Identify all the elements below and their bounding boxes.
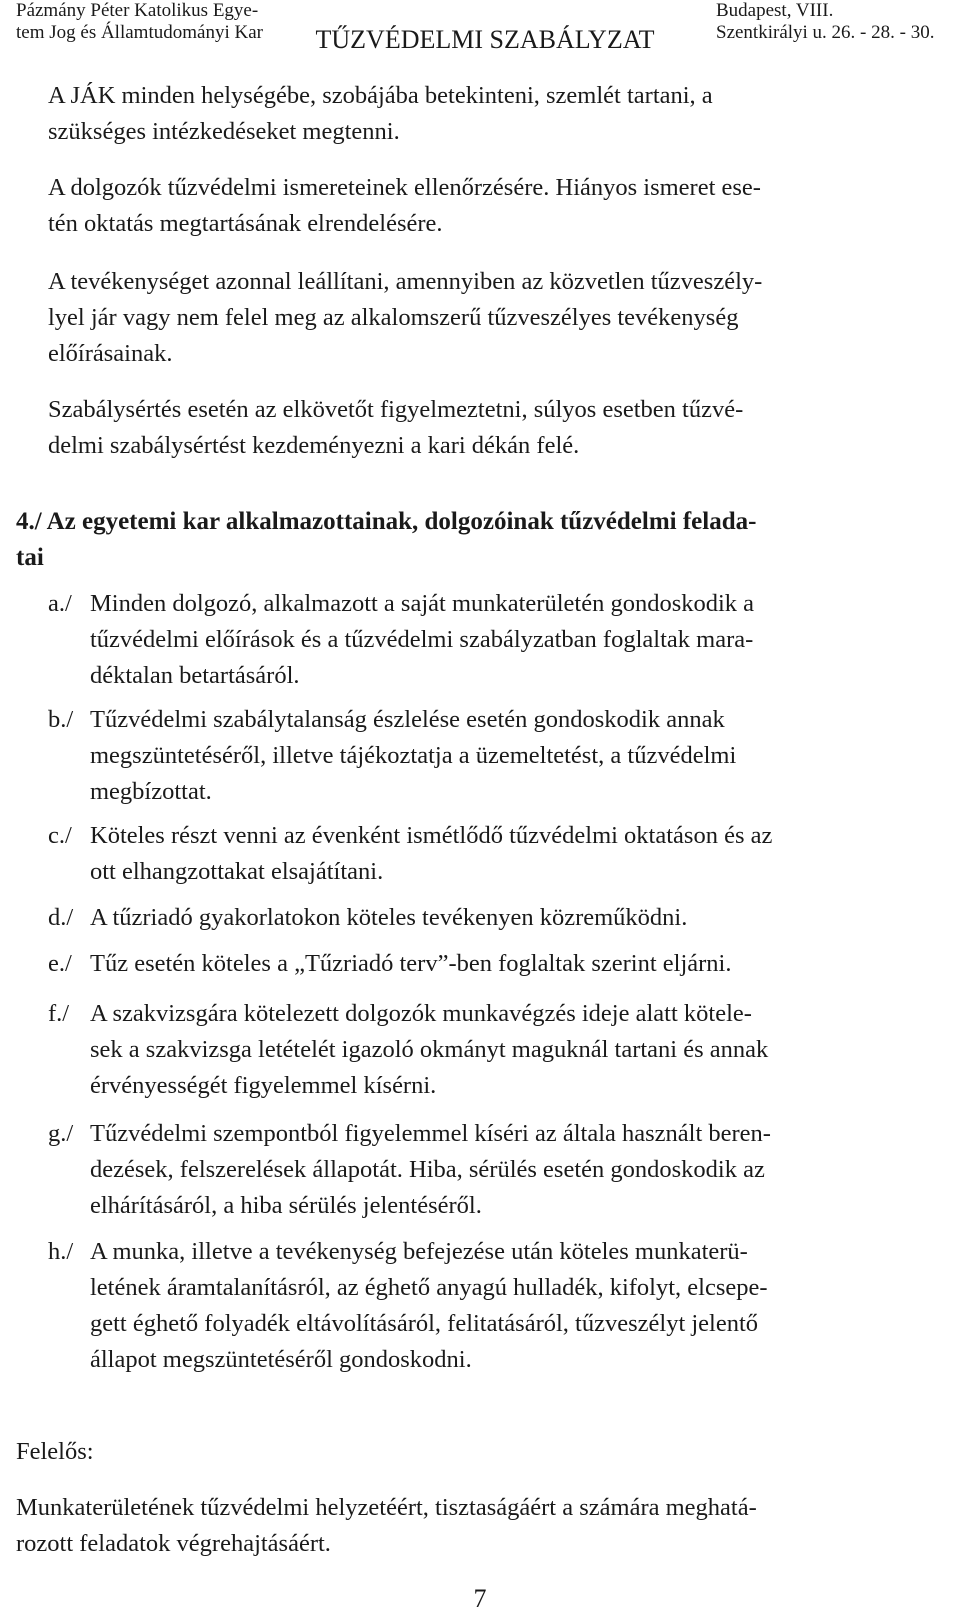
responsible-text bbox=[16, 1490, 936, 1562]
item-label: h./ bbox=[48, 1238, 74, 1265]
page-header bbox=[0, 0, 960, 54]
item-text bbox=[90, 818, 936, 890]
text-line: állapot megszüntetéséről gondoskodni. bbox=[90, 1346, 472, 1373]
text-line: tén oktatás megtartásának elrendelésére. bbox=[48, 210, 443, 237]
item-text bbox=[90, 1116, 936, 1224]
text-line: Tűzvédelmi szabálytalanság észlelése esetén gondoskodik annak bbox=[90, 706, 725, 733]
header-address-line: Budapest, VIII. bbox=[716, 0, 834, 21]
text-line: megszüntetéséről, illetve tájékoztatja a üzemeltetést, a tűzvédelmi bbox=[90, 742, 737, 769]
text-line: lyel jár vagy nem felel meg az alkalomszerű tűzveszélyes tevékenység bbox=[48, 304, 739, 331]
text-line: A tűzriadó gyakorlatokon köteles tevékenyen közreműködni. bbox=[90, 904, 688, 931]
text-line: sek a szakvizsga letételét igazoló okmányt maguknál tartani és annak bbox=[90, 1036, 769, 1063]
text-line: A JÁK minden helységébe, szobájába betekinteni, szemlét tartani, a bbox=[48, 82, 713, 109]
heading-line: tai bbox=[16, 544, 44, 571]
text-line: déktalan betartásáról. bbox=[90, 662, 300, 689]
item-label: e./ bbox=[48, 950, 72, 977]
paragraph bbox=[48, 78, 934, 150]
item-text bbox=[90, 702, 936, 810]
item-text bbox=[90, 1234, 936, 1378]
item-label: a./ bbox=[48, 590, 72, 617]
text-line: A dolgozók tűzvédelmi ismereteinek ellenőrzésére. Hiányos ismeret ese- bbox=[48, 174, 761, 201]
paragraph bbox=[48, 264, 934, 372]
text-line: Szabálysértés esetén az elkövetőt figyelmeztetni, súlyos esetben tűzvé- bbox=[48, 396, 744, 423]
text-line: Tűzvédelmi szempontból figyelemmel kíséri az általa használt beren- bbox=[90, 1120, 771, 1147]
item-text bbox=[90, 900, 936, 936]
item-label: d./ bbox=[48, 904, 74, 931]
text-line: ott elhangzottakat elsajátítani. bbox=[90, 858, 384, 885]
item-text bbox=[90, 946, 936, 982]
header-address bbox=[716, 0, 934, 44]
text-line: A tevékenységet azonnal leállítani, amennyiben az közvetlen tűzveszély- bbox=[48, 268, 763, 295]
header-institution-line: Pázmány Péter Katolikus Egye- bbox=[16, 0, 259, 21]
item-label: b./ bbox=[48, 706, 74, 733]
text-line: tűzvédelmi előírások és a tűzvédelmi szabályzatban foglaltak mara- bbox=[90, 626, 754, 653]
paragraph bbox=[48, 170, 934, 242]
page-number: 7 bbox=[473, 1584, 487, 1613]
text-line: A szakvizsgára kötelezett dolgozók munkavégzés ideje alatt kötele- bbox=[90, 1000, 752, 1027]
item-text bbox=[90, 586, 936, 694]
paragraph bbox=[48, 392, 934, 464]
item-text bbox=[90, 996, 936, 1104]
text-line: szükséges intézkedéseket megtenni. bbox=[48, 118, 400, 145]
text-line: érvényességét figyelemmel kísérni. bbox=[90, 1072, 437, 1099]
heading-line: 4./ Az egyetemi kar alkalmazottainak, dolgozóinak tűzvédelmi felada- bbox=[16, 508, 757, 535]
responsible-label: Felelős: bbox=[16, 1438, 94, 1465]
header-address-line: Szentkirályi u. 26. - 28. - 30. bbox=[716, 22, 935, 43]
header-institution-line: tem Jog és Államtudományi Kar bbox=[16, 22, 263, 43]
text-line: Köteles részt venni az évenként ismétlődő tűzvédelmi oktatáson és az bbox=[90, 822, 773, 849]
document-title: TŰZVÉDELMI SZABÁLYZAT bbox=[315, 25, 655, 54]
text-line: Minden dolgozó, alkalmazott a saját munkaterületén gondoskodik a bbox=[90, 590, 755, 617]
text-line: delmi szabálysértést kezdeményezni a kari dékán felé. bbox=[48, 432, 580, 459]
text-line: letének áramtalanításról, az éghető anyagú hulladék, kifolyt, elcsepe- bbox=[90, 1274, 768, 1301]
text-line: dezések, felszerelések állapotát. Hiba, sérülés esetén gondoskodik az bbox=[90, 1156, 765, 1183]
text-line: Munkaterületének tűzvédelmi helyzetéért, tisztaságáért a számára meghatá- bbox=[16, 1494, 757, 1521]
text-line: elhárításáról, a hiba sérülés jelentéséről. bbox=[90, 1192, 482, 1219]
text-line: Tűz esetén köteles a „Tűzriadó terv”-ben foglaltak szerint eljárni. bbox=[90, 950, 732, 977]
text-line: megbízottat. bbox=[90, 778, 212, 805]
text-line: gett éghető folyadék eltávolításáról, felitatásáról, tűzveszélyt jelentő bbox=[90, 1310, 759, 1337]
text-line: előírásainak. bbox=[48, 340, 173, 367]
item-label: f./ bbox=[48, 1000, 70, 1027]
text-line: rozott feladatok végrehajtásáért. bbox=[16, 1530, 331, 1557]
section-heading bbox=[16, 504, 936, 576]
item-label: g./ bbox=[48, 1120, 74, 1147]
text-line: A munka, illetve a tevékenység befejezése után köteles munkaterü- bbox=[90, 1238, 748, 1265]
item-label: c./ bbox=[48, 822, 72, 849]
